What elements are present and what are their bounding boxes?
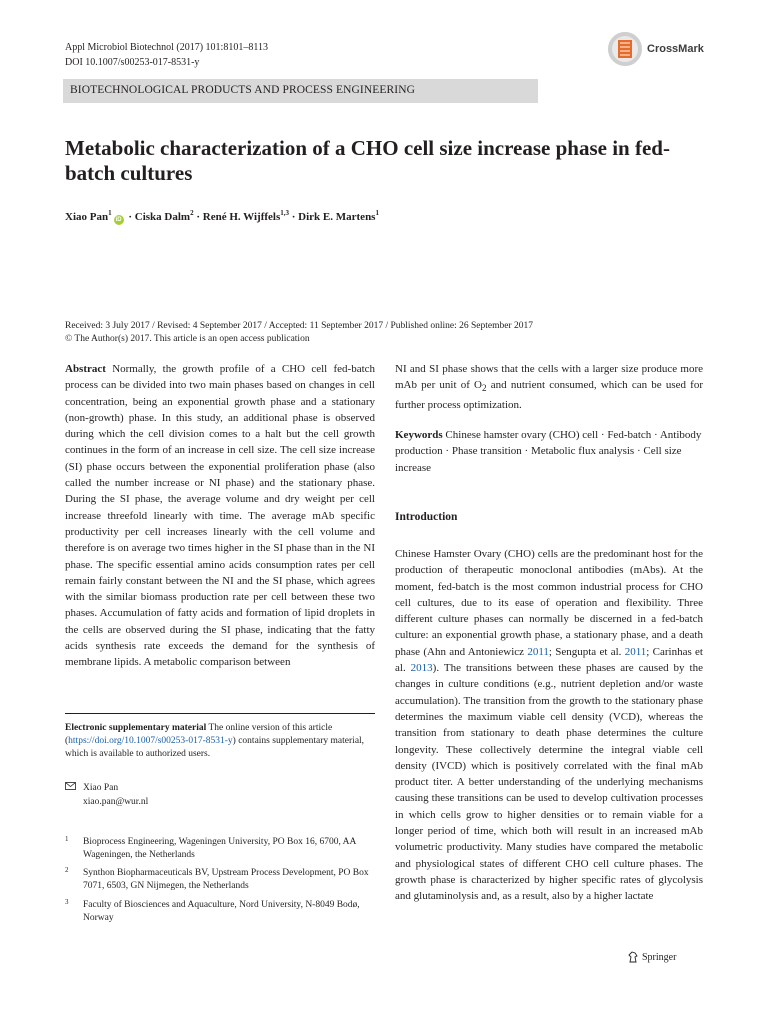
- affiliation-number: 2: [65, 866, 69, 874]
- crossmark-badge[interactable]: [608, 32, 704, 66]
- contact-email[interactable]: xiao.pan@wur.nl: [83, 797, 149, 807]
- contact-name: Xiao Pan: [83, 783, 119, 793]
- citation-link[interactable]: 2011: [624, 645, 647, 658]
- esm-text: The online version of this article (: [65, 723, 333, 746]
- affiliation: [65, 899, 375, 925]
- supplementary-material-note: [65, 722, 375, 761]
- introduction-text: [395, 546, 703, 905]
- citation-link[interactable]: 2011: [527, 645, 549, 658]
- corresponding-author: [65, 781, 148, 809]
- esm-link[interactable]: https://doi.org/10.1007/s00253-017-8531-y: [68, 736, 233, 746]
- intro-text-3: ; Carinhas et al.: [395, 645, 703, 675]
- article-title: Metabolic characterization of a CHO cell size increase phase in fed-batch cultures: [65, 136, 670, 185]
- introduction-heading: Introduction: [395, 510, 458, 523]
- affiliation-number: 3: [65, 898, 69, 906]
- author-affiliation-sup: 1,3: [280, 209, 289, 217]
- esm-text-end: ) contains supplementary material, which is available to authorized users.: [65, 736, 365, 759]
- envelope-icon: [65, 781, 77, 795]
- crossmark-label: CrossMark: [647, 43, 704, 55]
- abstract-continuation-end: and nutrient consumed, which can be used for further process optimization.: [395, 379, 704, 411]
- affiliation-text: Faculty of Biosciences and Aquaculture, Nord University, N-8049 Bodø, Norway: [83, 900, 360, 923]
- affiliation-text: Synthon Biopharmaceuticals BV, Upstream Process Development, PO Box 7071, 6503, GN Nijmegen, the Netherlands: [83, 868, 369, 891]
- author-separator: ·: [289, 211, 299, 223]
- esm-heading: Electronic supplementary material: [65, 723, 207, 733]
- keywords-heading: Keywords: [395, 429, 443, 442]
- abstract-text: Normally, the growth profile of a CHO cell fed-batch process can be divided into two main phases based on changes in cell concentration, being an exponential growth phase and a stationary (non-growth) phase. In this study, an additional phase is observed during which the cell division comes to a halt but the cell growth continues in the form of an increase in cell size. The cell size increase (SI) phase occurs between the exponential proliferation phase (also called the number increase or NI phase) and the stationary phase. During the SI phase, the average volume and dry weight per cell increase threefold linearly with time. The average mAb specific productivity per cell increases linearly with the cell volume and therefore is on average two times higher in the SI phase than in the NI phase. The specific essential amino acids consumption rates per cell remain fairly constant between the NI and the SI phase, which agrees with the similar biomass production rate per cell between these two phases. Accumulation of fatty acids and formation of lipid droplets in the cells are observed during the SI phase, indicating that the fatty acids synthesis rate exceeds the demand for the synthesis of membrane lipids. A metabolic comparison between: [65, 363, 376, 669]
- affiliation: [65, 836, 375, 862]
- article-dates: Received: 3 July 2017 / Revised: 4 September 2017 / Accepted: 11 September 2017 / Published online: 26 September 2017: [65, 321, 533, 331]
- intro-text-2: ; Sengupta et al.: [548, 645, 625, 658]
- affiliation-text: Bioprocess Engineering, Wageningen University, PO Box 16, 6700, AA Wageningen, the Netherlands: [83, 837, 356, 860]
- keywords: [395, 427, 703, 476]
- springer-horse-icon: [627, 951, 639, 963]
- author-list: [65, 205, 379, 225]
- affiliation-number: 1: [65, 835, 69, 843]
- abstract: [65, 361, 375, 671]
- abstract-heading: Abstract: [65, 363, 106, 375]
- publisher-logo: [627, 951, 676, 963]
- keywords-text: Chinese hamster ovary (CHO) cell · Fed-batch · Antibody production · Phase transition · Metabolic flux analysis · Cell size increase: [395, 429, 702, 474]
- affiliation: [65, 867, 375, 893]
- author-separator: ·: [193, 211, 203, 223]
- orcid-icon[interactable]: iD: [115, 217, 122, 223]
- left-column: [65, 361, 375, 671]
- subscript: 2: [482, 383, 487, 394]
- publisher-name: Springer: [642, 951, 677, 963]
- intro-text-1: Chinese Hamster Ovary (CHO) cells are the predominant host for the production of therapeutic monoclonal antibodies (mAbs). At the moment, fed-batch is the most common industrial process for CHO cell cultures, due to its ease of operation and flexibility. Three different culture phases can normally be discerned in a fed-batch culture: an exponential growth phase, a stationary phase, and a death phase (Ahn and Antoniewicz: [395, 547, 703, 658]
- author-name[interactable]: René H. Wijffels: [202, 211, 281, 223]
- author-affiliation-sup: 1: [108, 209, 112, 217]
- author-name[interactable]: Xiao Pan: [65, 211, 109, 223]
- section-banner: BIOTECHNOLOGICAL PRODUCTS AND PROCESS ENGINEERING: [63, 79, 538, 103]
- author-affiliation-sup: 2: [190, 209, 194, 217]
- citation-link[interactable]: 2013: [410, 662, 433, 675]
- doi: DOI 10.1007/s00253-017-8531-y: [65, 57, 200, 68]
- author-name[interactable]: Ciska Dalm: [134, 211, 191, 223]
- journal-reference: Appl Microbiol Biotechnol (2017) 101:8101–8113: [65, 42, 268, 53]
- copyright-notice: © The Author(s) 2017. This article is an open access publication: [65, 334, 310, 344]
- author-separator: ·: [125, 211, 135, 223]
- abstract-continuation-text: NI and SI phase shows that the cells with a larger size produce more mAb per unit of O: [395, 363, 703, 392]
- author-affiliation-sup: 1: [375, 209, 379, 217]
- footnote-divider: [65, 713, 375, 714]
- abstract-continuation: [395, 361, 703, 413]
- right-column: [395, 361, 703, 905]
- author-name[interactable]: Dirk E. Martens: [298, 211, 376, 223]
- crossmark-icon: [608, 32, 642, 66]
- intro-text-4: ). The transitions between these phases are caused by the changes in culture conditions (e.g., nutrient depletion and/or waste accumulation). The transition from the growth to the stationary phase determines the maximum viable cell density (VCD), whereas the transition from stationary to death phase determines the culture longevity. These collectively determine the integral viable cell density (IVCD) which is positively correlated with the final mAb product titer. A better understanding of the underlying mechanisms causing these transitions can be used to develop cultivation processes in which cells grow to higher densities or to remain viable for a longer period of time, which both will result in an increased mAb volumetric productivity. Many studies have compared the metabolic and physiological states of different CHO cell culture phases. The growth phase is characterized by higher specific rates of glycolysis and glutaminolysis and, as a result, also by a higher lactate: [395, 662, 703, 903]
